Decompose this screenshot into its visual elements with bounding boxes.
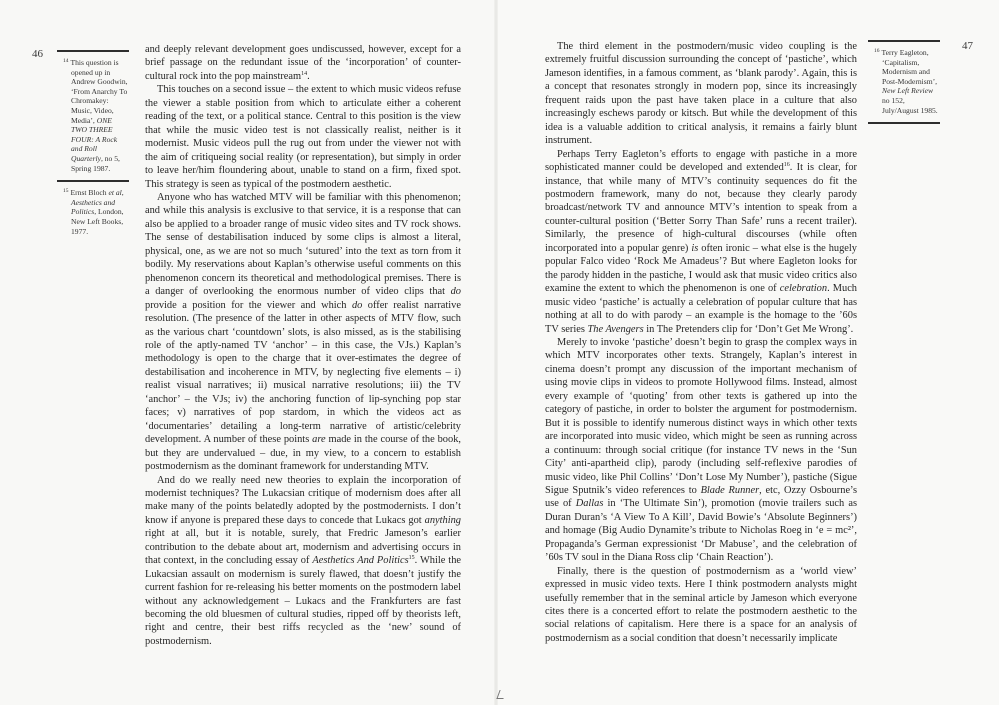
page-number-left: 46	[32, 48, 43, 60]
text-run: . It is clear, for instance, that while many of MTV’s continuity sequences do fit the postmodern framework, many do not, because they clearly parody broadcast/network TV and announce MTV’s intention to speak from a counter-cultural position (‘Better Sorry Than Safe’ runs a recent trailer). Similarly, the presence of high-cultural discourses (while often incorporated into a popular genre)	[545, 162, 858, 254]
footnotes-left	[57, 50, 129, 243]
text-run: right at all, but it is notable, surely, that Fredric Jameson’s earlier contribution to the debate about art, modernism and advertising occurs in that context, in the concluding essay of	[145, 528, 461, 567]
text-run: This touches on a second issue – the extent to which music videos refuse the viewer a stable position from which to articulate either a coherent reading of the text, or a political stance. Central to this position is the view that while the music video test is not classically realist, neither is it modernist. Music videos pull the rug out from under the viewer not with the aim of critiqueing social reality (or representation), but simply in order to leave her/him floundering about, unable to stand on a firm, fixed spot. This strategy is seen as typical of the postmodern aesthetic.	[145, 84, 461, 190]
text-run: Finally, there is the question of postmodernism as a ‘world view’ expressed in music video texts. Here I think postmodern analysts might usefully remember that in the seminal article by Jameson which everyone cites there is a concerted effort to relate the postmodern aesthetic to the social relations of capitalism. Here there is a space for an analysis of postmodernism as a social condition that doesn’t necessarily implicate	[545, 565, 857, 644]
footnote-number: 16	[874, 48, 880, 54]
text-run: .	[307, 70, 310, 82]
text-run: ,	[121, 188, 124, 198]
italic-text: Aesthetics And Politics	[312, 555, 409, 567]
paragraph	[545, 148, 857, 336]
paragraph	[145, 43, 461, 83]
paragraph	[545, 40, 857, 148]
paragraph	[145, 474, 461, 649]
footnote	[57, 182, 129, 243]
paragraph	[145, 191, 461, 474]
italic-text: do	[351, 299, 363, 311]
text-run: no 152, July/August 1985.	[882, 95, 938, 115]
footnote-ref: 14	[301, 70, 308, 77]
footnote-ref: 15	[408, 555, 415, 562]
text-run: Perhaps Terry Eagleton’s efforts to engage with pastiche in a more sophisticated manner could be developed and extended	[545, 148, 857, 174]
text-run: Ernst Bloch	[70, 188, 109, 198]
footnote	[868, 42, 940, 122]
footnote-number: 14	[63, 58, 69, 64]
italic-text: Dallas	[575, 498, 604, 510]
text-run: The third element in the postmodern/music video coupling is the extremely fruitful discussion surrounding the concept of ‘pastiche’, which Jameson identifies, in a famous comment, as ‘blank parody’. Again, this is a concept that resonates strongly in modern pop, since its increasingly frequent raids upon the past have taken place in a culture that also increasingly eschews parody or kitsch. But while the development of this idea is a valuable addition to critical analysis, it remains a fairly blunt instrument.	[545, 41, 857, 147]
text-run: , etc, Ozzy Osbourne’s use of	[545, 484, 857, 510]
text-run: Terry Eagleton, ‘Capitalism, Modernism and Post-Modernism’,	[881, 48, 938, 86]
italic-text: anything	[424, 514, 461, 526]
italic-text: ONE TWO THREE FOUR: A Rock and Roll Quarterly	[71, 115, 118, 163]
text-run: provide a position for the viewer and which	[145, 299, 352, 311]
text-run: Merely to invoke ‘pastiche’ doesn’t begin to grasp the complex ways in which MTV incorporates other texts. Strangely, Kaplan’s interest in cinema doesn’t prompt any discussion of the important mechanism of using movie clips in videos to promote Hollywood films. Instead, almost every example of ‘quoting’ from other texts is gathered up into the category of pastiche, in order to bolster the argument for postmodernism. But it is possible to identify numerous distinct ways in which other texts are incorporated into music video, which might be seen as running across a continuum: through social critique (for instance TV news in the ‘Sun City’ anti-apartheid clip), parody (including self-reflexive parodies of music video, like Phil Collins’ ‘Don’t Lose My Number’), pastiche (Sigue Sigue Sputnik’s video references to	[545, 336, 857, 496]
italic-text: New Left Review	[882, 86, 934, 96]
page-number-right: 47	[962, 40, 973, 52]
text-run: . While the Lukacsian assault on modernism is surely flawed, that doesn’t justify the current fashion for re-releasing his better moments on the postmodern label without any acknowledgement – Lukacs and the Frankfurters are fast becoming the old bluesmen of cultural studies, ripped off by theorists left, right and centre, their best riffs recycled as the ‘new’ sound of postmodernism.	[145, 555, 462, 647]
text-run: made in the course of the book, but they are undervalued – due, in my view, to a concern to establish postmodernism as the dominant framework for understanding MTV.	[145, 434, 461, 473]
italic-text: do	[450, 286, 461, 298]
text-run: often ironic – what else is the hugely popular Falco video ‘Rock Me Amadeus’? But where Eagleton looks for the parody hidden in the pastiche, I would ask that music video critics also examine the extent to which the phenomenon is one of	[545, 242, 858, 295]
paragraph	[545, 336, 857, 565]
italic-text: et al	[108, 188, 122, 198]
paragraph	[145, 83, 461, 191]
footnote-rule	[868, 122, 940, 124]
italic-text: celebration	[779, 283, 828, 295]
text-run: in The Pretenders clip for ‘Don’t Get Me Wrong’.	[643, 323, 854, 335]
italic-text: Blade Runner	[700, 484, 760, 496]
book-gutter	[494, 0, 498, 705]
text-run: This question is opened up in Andrew Goodwin, ‘From Anarchy To Chromakey: Music, Video, Media’,	[70, 58, 128, 125]
text-run: . Much music video ‘pastiche’ is actually a celebration of popular culture that has nothing at all to do with parody – an example is the homage to the ’60s TV series	[545, 283, 858, 335]
body-text-left	[145, 43, 461, 648]
footnotes-right	[868, 40, 940, 124]
text-run: And do we really need new theories to explain the incorporation of modernist techniques? The Lukacsian critique of modernism does after all make many of the points belatedly adopted by the postmodernists. I don’t know if anyone is prepared these days to concede that Lukacs got	[145, 474, 461, 526]
text-run: in ‘The Ultimate Sin’), promotion (movie trailers such as Duran Duran’s ‘A View To A Kill’, David Bowie’s ‘Absolute Beginners’) and homage (Big Audio Dynamite’s tribute to Nicholas Roeg in ‘e = mc²’, Propaganda’s German expressionist ‘Dr Mabuse’, and the celebration of ’60s TV soul in the Diana Ross clip ‘Chain Reaction’).	[545, 498, 857, 564]
italic-text: are	[312, 434, 326, 446]
text-run: Anyone who has watched MTV will be familiar with this phenomenon; and while this analysis is exclusive to that service, it is a response that can also be applied to a broader range of music video sites and TV rock shows. The sense of destabilisation induced by some clips is almost a literal, physical, one, as we are not so much ‘sutured’ into the text as torn from it bodily. My reservations about Kaplan’s otherwise useful comments on this phenomenon concern its theoretical and methodological premises. There is a danger of overlooking the enormous number of video clips that	[145, 191, 461, 298]
paragraph	[545, 565, 857, 646]
text-run: , no 5, Spring 1987.	[71, 153, 120, 173]
italic-text: Aesthetics and Politics	[71, 197, 116, 217]
text-run: , London, New Left Books, 1977.	[71, 207, 124, 236]
footnote-ref: 16	[783, 162, 790, 169]
body-text-right	[545, 40, 857, 645]
italic-text: is	[691, 242, 699, 254]
text-run: offer realist narrative resolution. (The presence of the latter in other aspects of MTV flow, such as the various chart ‘countdown’ slots, is also missed, as is the stabilising role of the aptly-named TV ‘anchor’ – in this case, the VJs.) Kaplan’s methodology is open to the charge that it over-estimates the degree of destabilisation and incoherence in MTV, by neglecting five elements – i) realist visual narratives; ii) musical narrative resolutions; iii) the TV ‘anchor’ – the VJs; iv) the anchoring function of lip-synching pop star faces; v) narratives of pop stardom, in which the videos act as ‘documentaries’ detailing a long-term narrative of artistic/celebrity development. A number of these points	[145, 299, 461, 446]
footnote	[57, 52, 129, 180]
footnote-number: 15	[63, 188, 69, 195]
italic-text: The Avengers	[587, 323, 644, 335]
text-run: and deeply relevant development goes undiscussed, however, except for a brief passage on the redundant issue of the ‘incorporation’ of counter-cultural rock into the pop mainstream	[145, 44, 461, 82]
